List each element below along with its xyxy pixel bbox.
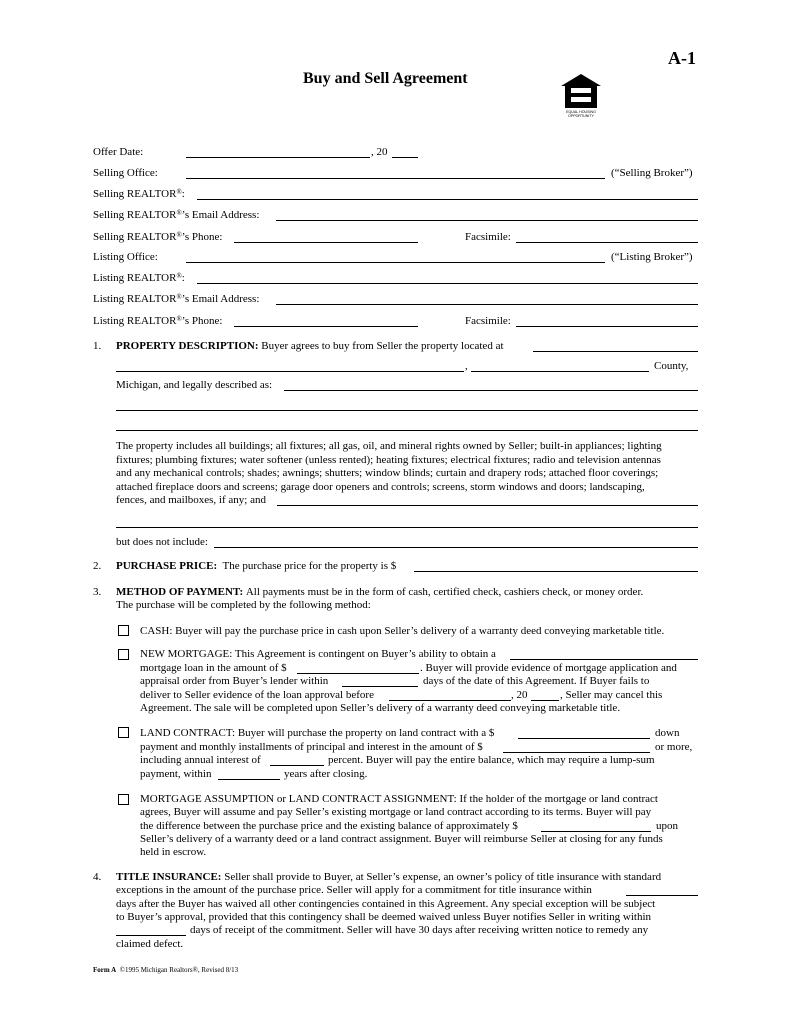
includes-text-5: fences, and mailboxes, if any; and bbox=[116, 494, 266, 506]
assume-line-4: Seller’s delivery of a warranty deed or a land contract assignment. Buyer will reimburse Seller at closing for any funds bbox=[140, 833, 663, 845]
land-line-3b: percent. Buyer will pay the entire balance, which may require a lump-sum bbox=[328, 754, 655, 766]
listing-realtor-email-label: Listing REALTOR®’s Email Address: bbox=[93, 293, 260, 305]
legal-description-field-3[interactable] bbox=[116, 430, 698, 431]
cash-option-text: CASH: Buyer will pay the purchase price in cash upon Seller’s delivery of a warranty deed conveying marketable title. bbox=[140, 625, 665, 637]
mortgage-line-2b: . Buyer will provide evidence of mortgage application and bbox=[420, 662, 677, 674]
logo-caption: EQUAL HOUSING OPPORTUNITY bbox=[566, 110, 596, 118]
mortgage-line-3a: appraisal order from Buyer’s lender within bbox=[140, 675, 329, 687]
selling-office-label: Selling Office: bbox=[93, 167, 158, 179]
loan-approval-date-field[interactable] bbox=[389, 700, 511, 701]
assume-line-3a: the difference between the purchase price and the existing balance of approximately $ bbox=[140, 820, 518, 832]
equal-housing-icon bbox=[559, 72, 603, 110]
includes-text-3: and any mechanical controls; shades; awnings; shutters; window blinds; curtain and drapery rods; attached floor coverings; bbox=[116, 467, 659, 479]
mortgage-line-5: Agreement. The sale will be completed upon Seller’s delivery of a warranty deed conveying marketable title. bbox=[140, 702, 621, 714]
page-title: Buy and Sell Agreement bbox=[303, 70, 468, 87]
mortgage-type-field[interactable] bbox=[510, 659, 698, 660]
listing-facsimile-field[interactable] bbox=[516, 326, 698, 327]
property-county-field[interactable] bbox=[471, 371, 649, 372]
section-3-heading: METHOD OF PAYMENT: All payments must be in the form of cash, certified check, cashiers check, or money order. bbox=[116, 586, 644, 598]
county-label: County, bbox=[654, 360, 689, 372]
existing-balance-field[interactable] bbox=[541, 831, 651, 832]
offer-date-field[interactable] bbox=[186, 157, 370, 158]
title-commitment-days-field[interactable] bbox=[626, 895, 698, 896]
section-4-line-6: claimed defect. bbox=[116, 938, 184, 950]
includes-extra-field-2[interactable] bbox=[116, 527, 698, 528]
land-line-2b: or more, bbox=[655, 741, 693, 753]
mortgage-assumption-checkbox[interactable] bbox=[118, 794, 129, 805]
listing-office-label: Listing Office: bbox=[93, 251, 158, 263]
section-3-line-2: The purchase will be completed by the following method: bbox=[116, 599, 371, 611]
michigan-label: Michigan, and legally described as: bbox=[116, 379, 273, 391]
monthly-installment-field[interactable] bbox=[503, 752, 650, 753]
land-line-2a: payment and monthly installments of principal and interest in the amount of $ bbox=[140, 741, 483, 753]
property-city-field[interactable] bbox=[116, 371, 464, 372]
section-2-number: 2. bbox=[93, 560, 102, 572]
mortgage-amount-field[interactable] bbox=[297, 673, 419, 674]
footer: Form A ©1995 Michigan Realtors®, Revised 8/13 bbox=[93, 966, 239, 974]
assume-line-1: MORTGAGE ASSUMPTION or LAND CONTRACT ASSIGNMENT: If the holder of the mortgage or land contract bbox=[140, 793, 658, 805]
mortgage-line-1: NEW MORTGAGE: This Agreement is contingent on Buyer’s ability to obtain a bbox=[140, 648, 496, 660]
annual-interest-field[interactable] bbox=[270, 765, 324, 766]
selling-realtor-field[interactable] bbox=[197, 199, 698, 200]
selling-office-field[interactable] bbox=[186, 178, 605, 179]
land-line-3a: including annual interest of bbox=[140, 754, 261, 766]
form-id: A-1 bbox=[668, 48, 696, 68]
offer-date-year-field[interactable] bbox=[392, 157, 418, 158]
selling-realtor-phone-label: Selling REALTOR®’s Phone: bbox=[93, 231, 223, 243]
land-contract-checkbox[interactable] bbox=[118, 727, 129, 738]
land-line-4a: payment, within bbox=[140, 768, 212, 780]
not-include-label: but does not include: bbox=[116, 536, 208, 548]
selling-broker-label: (“Selling Broker”) bbox=[611, 167, 693, 179]
section-4-line-5: days of receipt of the commitment. Seller will have 30 days after receiving written notice to remedy any bbox=[190, 924, 649, 936]
offer-date-year-label: , 20 bbox=[371, 146, 388, 158]
section-1-number: 1. bbox=[93, 340, 102, 352]
listing-office-field[interactable] bbox=[186, 262, 605, 263]
section-4-line-4: to Buyer’s approval, provided that this contingency shall be deemed waived unless Buyer notifies Seller in writing within bbox=[116, 911, 652, 923]
section-4-heading: TITLE INSURANCE: Seller shall provide to Buyer, at Seller’s expense, an owner’s policy of title insurance with standard bbox=[116, 871, 662, 883]
mortgage-line-2a: mortgage loan in the amount of $ bbox=[140, 662, 287, 674]
legal-description-field-1[interactable] bbox=[284, 390, 698, 391]
mortgage-line-4c: , Seller may cancel this bbox=[560, 689, 663, 701]
listing-realtor-email-field[interactable] bbox=[276, 304, 698, 305]
down-payment-field[interactable] bbox=[518, 738, 650, 739]
purchase-price-field[interactable] bbox=[414, 571, 698, 572]
loan-approval-year-field[interactable] bbox=[531, 700, 559, 701]
not-include-field[interactable] bbox=[214, 547, 698, 548]
equal-housing-logo bbox=[559, 72, 603, 120]
listing-facsimile-label: Facsimile: bbox=[465, 315, 511, 327]
includes-text-1: The property includes all buildings; all fixtures; all gas, oil, and mineral rights owned by Seller; built-in appliances; lighting bbox=[116, 440, 662, 452]
cash-checkbox[interactable] bbox=[118, 625, 129, 636]
includes-text-4: attached fireplace doors and screens; garage door openers and controls; screens, storm windows and doors; landscaping, bbox=[116, 481, 645, 493]
listing-broker-label: (“Listing Broker”) bbox=[611, 251, 693, 263]
section-2-heading: PURCHASE PRICE: The purchase price for the property is $ bbox=[116, 560, 397, 572]
notice-days-field[interactable] bbox=[116, 935, 186, 936]
new-mortgage-checkbox[interactable] bbox=[118, 649, 129, 660]
selling-realtor-phone-field[interactable] bbox=[234, 242, 418, 243]
property-comma: , bbox=[465, 360, 468, 372]
lump-sum-years-field[interactable] bbox=[218, 779, 280, 780]
section-4-number: 4. bbox=[93, 871, 102, 883]
selling-facsimile-field[interactable] bbox=[516, 242, 698, 243]
listing-realtor-field[interactable] bbox=[197, 283, 698, 284]
land-line-1b: down bbox=[655, 727, 680, 739]
offer-date-label: Offer Date: bbox=[93, 146, 144, 158]
listing-realtor-label: Listing REALTOR®: bbox=[93, 272, 185, 284]
selling-facsimile-label: Facsimile: bbox=[465, 231, 511, 243]
section-3-number: 3. bbox=[93, 586, 102, 598]
includes-text-2: fixtures; plumbing fixtures; water softener (unless rented); heating fixtures; electrical fixtures; radio and television antennas bbox=[116, 454, 661, 466]
assume-line-3b: upon bbox=[656, 820, 678, 832]
property-address-field[interactable] bbox=[533, 351, 698, 352]
land-line-4b: years after closing. bbox=[284, 768, 368, 780]
legal-description-field-2[interactable] bbox=[116, 410, 698, 411]
section-1-heading: PROPERTY DESCRIPTION: Buyer agrees to buy from Seller the property located at bbox=[116, 340, 504, 352]
mortgage-line-3b: days of the date of this Agreement. If Buyer fails to bbox=[423, 675, 650, 687]
section-4-line-3: days after the Buyer has waived all other contingencies contained in this Agreement. Any special exception will be subject bbox=[116, 898, 656, 910]
selling-realtor-label: Selling REALTOR®: bbox=[93, 188, 185, 200]
includes-extra-field-1[interactable] bbox=[277, 505, 698, 506]
section-4-line-2: exceptions in the amount of the purchase price. Seller will apply for a commitment for title insurance within bbox=[116, 884, 592, 896]
mortgage-line-4b: , 20 bbox=[511, 689, 528, 701]
assume-line-5: held in escrow. bbox=[140, 846, 207, 858]
land-line-1a: LAND CONTRACT: Buyer will purchase the property on land contract with a $ bbox=[140, 727, 495, 739]
mortgage-days-field[interactable] bbox=[342, 686, 418, 687]
listing-realtor-phone-field[interactable] bbox=[234, 326, 418, 327]
mortgage-line-4a: deliver to Seller evidence of the loan approval before bbox=[140, 689, 374, 701]
selling-realtor-email-label: Selling REALTOR®’s Email Address: bbox=[93, 209, 260, 221]
assume-line-2: agrees, Buyer will assume and pay Seller’s existing mortgage or land contract according to its terms. Buyer will pay bbox=[140, 806, 652, 818]
selling-realtor-email-field[interactable] bbox=[276, 220, 698, 221]
listing-realtor-phone-label: Listing REALTOR®’s Phone: bbox=[93, 315, 223, 327]
